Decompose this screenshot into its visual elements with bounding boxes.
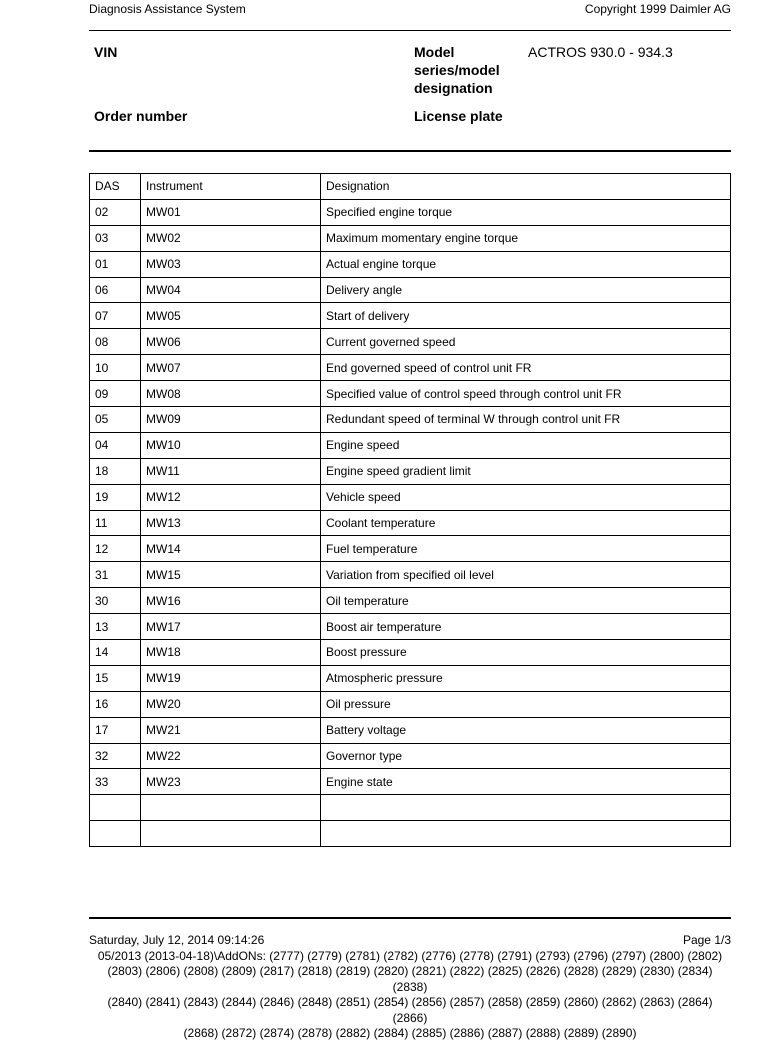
das-cell: 10 bbox=[90, 355, 141, 381]
addons-line-1: 05/2013 (2013-04-18)\AddONs: (2777) (2779) (2781) (2782) (2776) (2778) (2791) (2793) (2796) (2797) (2800) (2802) bbox=[97, 948, 723, 963]
model-label-line-3: designation bbox=[414, 80, 493, 96]
instrument-cell: MW19 bbox=[141, 665, 321, 691]
order-number-label: Order number bbox=[94, 108, 188, 124]
das-cell: 33 bbox=[90, 769, 141, 795]
designation-cell: Boost air temperature bbox=[321, 614, 731, 640]
table-row bbox=[90, 536, 731, 562]
instrument-cell bbox=[141, 795, 321, 821]
das-cell: 03 bbox=[90, 225, 141, 251]
das-cell: 15 bbox=[90, 665, 141, 691]
das-cell: 14 bbox=[90, 640, 141, 666]
instrument-cell: MW23 bbox=[141, 769, 321, 795]
das-cell bbox=[90, 821, 141, 847]
model-label-line-1: Model bbox=[414, 44, 455, 60]
designation-cell: Current governed speed bbox=[321, 329, 731, 355]
designation-cell: Boost pressure bbox=[321, 640, 731, 666]
designation-cell: Engine speed gradient limit bbox=[321, 458, 731, 484]
addons-line-2: (2803) (2806) (2808) (2809) (2817) (2818) (2819) (2820) (2821) (2822) (2825) (2826) (2828) (2829) (2830) (2834) (2838) bbox=[107, 964, 713, 994]
table-row bbox=[90, 795, 731, 821]
designation-cell: Variation from specified oil level bbox=[321, 562, 731, 588]
das-cell bbox=[90, 795, 141, 821]
instrument-cell: MW01 bbox=[141, 199, 321, 225]
column-header: DAS bbox=[90, 174, 141, 200]
table-row bbox=[90, 665, 731, 691]
designation-cell: Delivery angle bbox=[321, 277, 731, 303]
instrument-cell: MW13 bbox=[141, 510, 321, 536]
table-row bbox=[90, 743, 731, 769]
instrument-cell: MW08 bbox=[141, 381, 321, 407]
table-row bbox=[90, 588, 731, 614]
instrument-cell: MW15 bbox=[141, 562, 321, 588]
designation-cell: Engine state bbox=[321, 769, 731, 795]
das-cell: 08 bbox=[90, 329, 141, 355]
license-plate-label: License plate bbox=[414, 108, 503, 124]
instrument-cell: MW10 bbox=[141, 432, 321, 458]
instrument-cell: MW06 bbox=[141, 329, 321, 355]
table-row bbox=[90, 484, 731, 510]
designation-cell: Specified engine torque bbox=[321, 199, 731, 225]
das-cell: 09 bbox=[90, 381, 141, 407]
instrument-cell: MW03 bbox=[141, 251, 321, 277]
instrument-cell: MW09 bbox=[141, 407, 321, 433]
das-cell: 05 bbox=[90, 407, 141, 433]
page-footer bbox=[89, 933, 731, 1042]
instrument-cell: MW07 bbox=[141, 355, 321, 381]
instrument-cell: MW17 bbox=[141, 614, 321, 640]
copyright-notice: Copyright 1999 Daimler AG bbox=[584, 2, 731, 16]
designation-cell: Coolant temperature bbox=[321, 510, 731, 536]
designation-cell: Fuel temperature bbox=[321, 536, 731, 562]
designation-cell: End governed speed of control unit FR bbox=[321, 355, 731, 381]
instrument-table bbox=[89, 173, 731, 847]
das-cell: 02 bbox=[90, 199, 141, 225]
das-cell: 18 bbox=[90, 458, 141, 484]
designation-cell: Actual engine torque bbox=[321, 251, 731, 277]
instrument-cell: MW16 bbox=[141, 588, 321, 614]
das-cell: 30 bbox=[90, 588, 141, 614]
header-rule bbox=[89, 30, 731, 31]
designation-cell: Specified value of control speed through control unit FR bbox=[321, 381, 731, 407]
instrument-cell: MW04 bbox=[141, 277, 321, 303]
designation-cell: Oil pressure bbox=[321, 691, 731, 717]
designation-cell: Vehicle speed bbox=[321, 484, 731, 510]
designation-cell: Oil temperature bbox=[321, 588, 731, 614]
table-row bbox=[90, 640, 731, 666]
table-row bbox=[90, 432, 731, 458]
designation-cell: Engine speed bbox=[321, 432, 731, 458]
instrument-cell: MW12 bbox=[141, 484, 321, 510]
page-number: Page 1/3 bbox=[682, 933, 731, 947]
das-cell: 11 bbox=[90, 510, 141, 536]
designation-cell bbox=[321, 821, 731, 847]
system-title: Diagnosis Assistance System bbox=[89, 2, 246, 16]
instrument-cell: MW20 bbox=[141, 691, 321, 717]
table-row bbox=[90, 691, 731, 717]
table-row bbox=[90, 769, 731, 795]
das-cell: 01 bbox=[90, 251, 141, 277]
table-row bbox=[90, 225, 731, 251]
instrument-cell: MW02 bbox=[141, 225, 321, 251]
designation-cell bbox=[321, 795, 731, 821]
model-label-line-2: series/model bbox=[414, 62, 500, 78]
table-row bbox=[90, 329, 731, 355]
das-cell: 17 bbox=[90, 717, 141, 743]
das-cell: 32 bbox=[90, 743, 141, 769]
das-cell: 31 bbox=[90, 562, 141, 588]
table-row bbox=[90, 821, 731, 847]
table-row bbox=[90, 381, 731, 407]
table-row bbox=[90, 251, 731, 277]
instrument-cell: MW11 bbox=[141, 458, 321, 484]
addons-line-3: (2840) (2841) (2843) (2844) (2846) (2848) (2851) (2854) (2856) (2857) (2858) (2859) (2860) (2862) (2863) (2864) (2866) bbox=[107, 995, 713, 1025]
table-row bbox=[90, 458, 731, 484]
instrument-cell: MW22 bbox=[141, 743, 321, 769]
instrument-cell: MW18 bbox=[141, 640, 321, 666]
designation-cell: Redundant speed of terminal W through control unit FR bbox=[321, 407, 731, 433]
table-header-row bbox=[90, 174, 731, 200]
das-cell: 04 bbox=[90, 432, 141, 458]
instrument-cell: MW05 bbox=[141, 303, 321, 329]
vin-label: VIN bbox=[94, 44, 118, 60]
table-row bbox=[90, 614, 731, 640]
instrument-cell: MW14 bbox=[141, 536, 321, 562]
column-header: Instrument bbox=[141, 174, 321, 200]
das-cell: 07 bbox=[90, 303, 141, 329]
model-label bbox=[414, 43, 500, 97]
instrument-cell: MW21 bbox=[141, 717, 321, 743]
instrument-cell bbox=[141, 821, 321, 847]
footer-rule bbox=[89, 917, 731, 919]
print-datetime: Saturday, July 12, 2014 09:14:26 bbox=[89, 933, 265, 947]
designation-cell: Maximum momentary engine torque bbox=[321, 225, 731, 251]
column-header: Designation bbox=[321, 174, 731, 200]
info-rule bbox=[89, 150, 731, 152]
designation-cell: Governor type bbox=[321, 743, 731, 769]
addons-line-4: (2868) (2872) (2874) (2878) (2882) (2884) (2885) (2886) (2887) (2888) (2889) (2890) bbox=[183, 1026, 637, 1040]
table-row bbox=[90, 407, 731, 433]
das-cell: 19 bbox=[90, 484, 141, 510]
designation-cell: Atmospheric pressure bbox=[321, 665, 731, 691]
table-row bbox=[90, 562, 731, 588]
table-row bbox=[90, 199, 731, 225]
table-row bbox=[90, 717, 731, 743]
model-value: ACTROS 930.0 - 934.3 bbox=[528, 44, 673, 60]
designation-cell: Start of delivery bbox=[321, 303, 731, 329]
table-row bbox=[90, 303, 731, 329]
table-row bbox=[90, 510, 731, 536]
table-row bbox=[90, 355, 731, 381]
das-cell: 06 bbox=[90, 277, 141, 303]
designation-cell: Battery voltage bbox=[321, 717, 731, 743]
das-cell: 13 bbox=[90, 614, 141, 640]
das-cell: 12 bbox=[90, 536, 141, 562]
das-cell: 16 bbox=[90, 691, 141, 717]
table-row bbox=[90, 277, 731, 303]
